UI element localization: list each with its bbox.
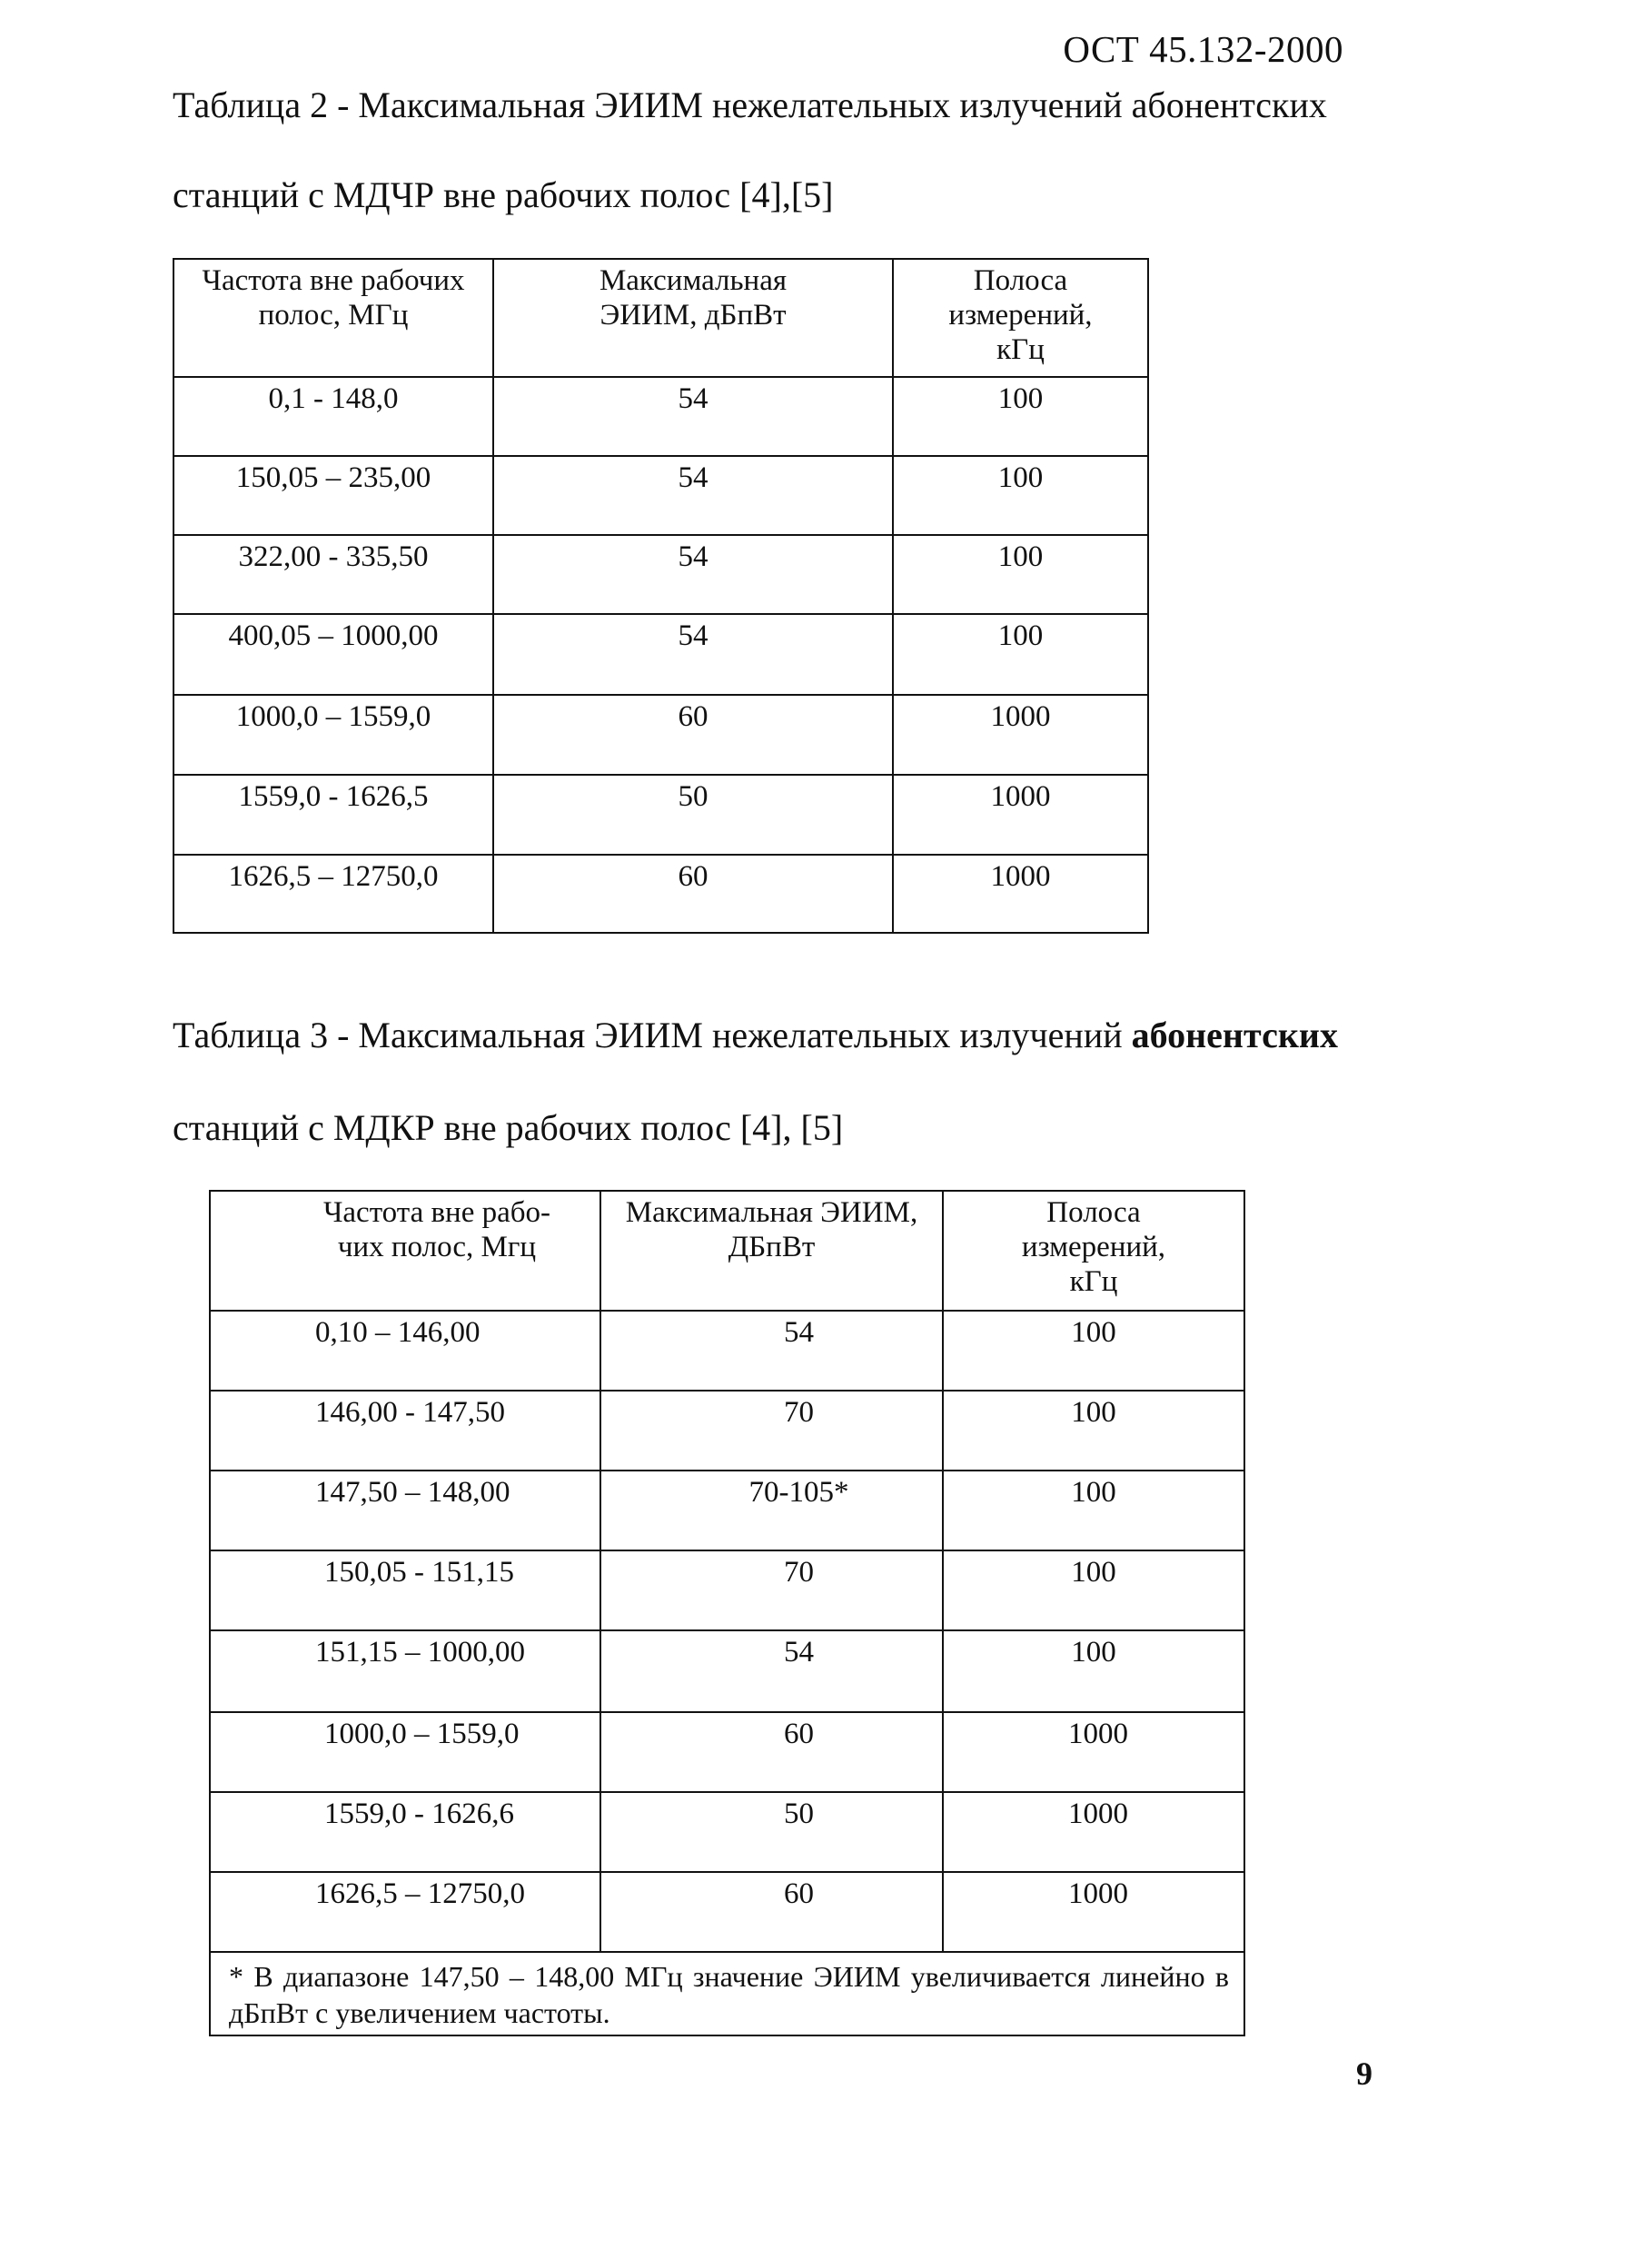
table3-cell-frequency: 151,15 – 1000,00 — [210, 1630, 600, 1712]
table-row — [210, 1630, 1244, 1712]
table2-cell-bandwidth: 1000 — [893, 695, 1148, 775]
table3-cell-bandwidth: 1000 — [943, 1792, 1244, 1872]
table2 — [173, 258, 1149, 934]
table2-cell-eirp: 60 — [493, 855, 893, 933]
table-row — [173, 614, 1148, 695]
table-row — [210, 1550, 1244, 1630]
table3-cell-bandwidth: 100 — [943, 1550, 1244, 1630]
table3-cell-eirp: 70 — [600, 1391, 943, 1471]
table3-col-eirp: Максимальная ЭИИМ, ДБпВт — [600, 1191, 943, 1311]
table3-cell-eirp: 70 — [600, 1550, 943, 1630]
table3-footnote-row — [210, 1952, 1244, 2035]
table3-caption-prefix: Таблица 3 - Максимальная ЭИИМ нежелательных излучений — [173, 1015, 1123, 1055]
table2-cell-eirp: 54 — [493, 456, 893, 535]
table-row — [173, 855, 1148, 933]
table2-cell-bandwidth: 100 — [893, 614, 1148, 695]
table-row — [173, 695, 1148, 775]
table-row — [173, 535, 1148, 614]
table3-caption-line1 — [173, 1017, 1338, 1054]
table3-cell-frequency: 146,00 - 147,50 — [210, 1391, 600, 1471]
table3-cell-bandwidth: 100 — [943, 1391, 1244, 1471]
table2-caption-line1: Таблица 2 - Максимальная ЭИИМ нежелательных излучений абонентских — [173, 84, 1327, 125]
table3-cell-eirp: 70-105* — [600, 1471, 943, 1550]
table3-cell-eirp: 50 — [600, 1792, 943, 1872]
table2-header-row — [173, 259, 1148, 377]
table-row — [210, 1712, 1244, 1792]
table2-cell-bandwidth: 100 — [893, 377, 1148, 456]
table3-caption-bold: абонентских — [1131, 1015, 1338, 1055]
table2-caption-line2: станций с МДЧР вне рабочих полос [4],[5] — [173, 174, 834, 215]
table3-col-bandwidth: Полоса измерений, кГц — [943, 1191, 1244, 1311]
table2-cell-frequency: 400,05 – 1000,00 — [173, 614, 493, 695]
table2-col-bandwidth: Полоса измерений, кГц — [893, 259, 1148, 377]
table-row — [210, 1391, 1244, 1471]
table-row — [210, 1792, 1244, 1872]
table3-cell-bandwidth: 100 — [943, 1471, 1244, 1550]
table3-cell-eirp: 54 — [600, 1630, 943, 1712]
table-row — [173, 775, 1148, 855]
table-row — [210, 1872, 1244, 1952]
table3-cell-bandwidth: 1000 — [943, 1712, 1244, 1792]
table3-caption-line2: станций с МДКР вне рабочих полос [4], [5] — [173, 1107, 844, 1148]
table2-cell-frequency: 1559,0 - 1626,5 — [173, 775, 493, 855]
table3-cell-frequency: 1559,0 - 1626,6 — [210, 1792, 600, 1872]
table3 — [209, 1190, 1245, 2036]
table2-cell-frequency: 0,1 - 148,0 — [173, 377, 493, 456]
table3-cell-eirp: 54 — [600, 1311, 943, 1391]
table2-cell-eirp: 54 — [493, 614, 893, 695]
table2-cell-frequency: 150,05 – 235,00 — [173, 456, 493, 535]
table2-cell-frequency: 1626,5 – 12750,0 — [173, 855, 493, 933]
table3-cell-frequency: 150,05 - 151,15 — [210, 1550, 600, 1630]
table3-cell-frequency: 1626,5 – 12750,0 — [210, 1872, 600, 1952]
table-row — [173, 377, 1148, 456]
table3-cell-bandwidth: 1000 — [943, 1872, 1244, 1952]
table3-cell-frequency: 0,10 – 146,00 — [210, 1311, 600, 1391]
table2-col-eirp: Максимальная ЭИИМ, дБпВт — [493, 259, 893, 377]
table-row — [173, 456, 1148, 535]
table2-cell-bandwidth: 1000 — [893, 775, 1148, 855]
table3-cell-bandwidth: 100 — [943, 1630, 1244, 1712]
table3-cell-frequency: 1000,0 – 1559,0 — [210, 1712, 600, 1792]
table2-cell-bandwidth: 1000 — [893, 855, 1148, 933]
table2-cell-bandwidth: 100 — [893, 456, 1148, 535]
table3-header-row — [210, 1191, 1244, 1311]
table2-cell-eirp: 54 — [493, 377, 893, 456]
table2-cell-eirp: 60 — [493, 695, 893, 775]
table3-cell-frequency: 147,50 – 148,00 — [210, 1471, 600, 1550]
table-row — [210, 1311, 1244, 1391]
document-code: ОСТ 45.132-2000 — [1063, 28, 1343, 70]
table2-cell-frequency: 322,00 - 335,50 — [173, 535, 493, 614]
table3-col-frequency: Частота вне рабо-чих полос, Мгц — [210, 1191, 600, 1311]
table3-cell-eirp: 60 — [600, 1712, 943, 1792]
table2-cell-frequency: 1000,0 – 1559,0 — [173, 695, 493, 775]
table2-cell-eirp: 54 — [493, 535, 893, 614]
table2-cell-eirp: 50 — [493, 775, 893, 855]
table3-footnote: * В диапазоне 147,50 – 148,00 МГц значение ЭИИМ увеличивается линейно в дБпВт с увеличением частоты. — [210, 1952, 1244, 2035]
table3-cell-bandwidth: 100 — [943, 1311, 1244, 1391]
page-number: 9 — [1356, 2055, 1372, 2092]
table3-cell-eirp: 60 — [600, 1872, 943, 1952]
table2-cell-bandwidth: 100 — [893, 535, 1148, 614]
table-row — [210, 1471, 1244, 1550]
table2-col-frequency: Частота вне рабочих полос, МГц — [173, 259, 493, 377]
